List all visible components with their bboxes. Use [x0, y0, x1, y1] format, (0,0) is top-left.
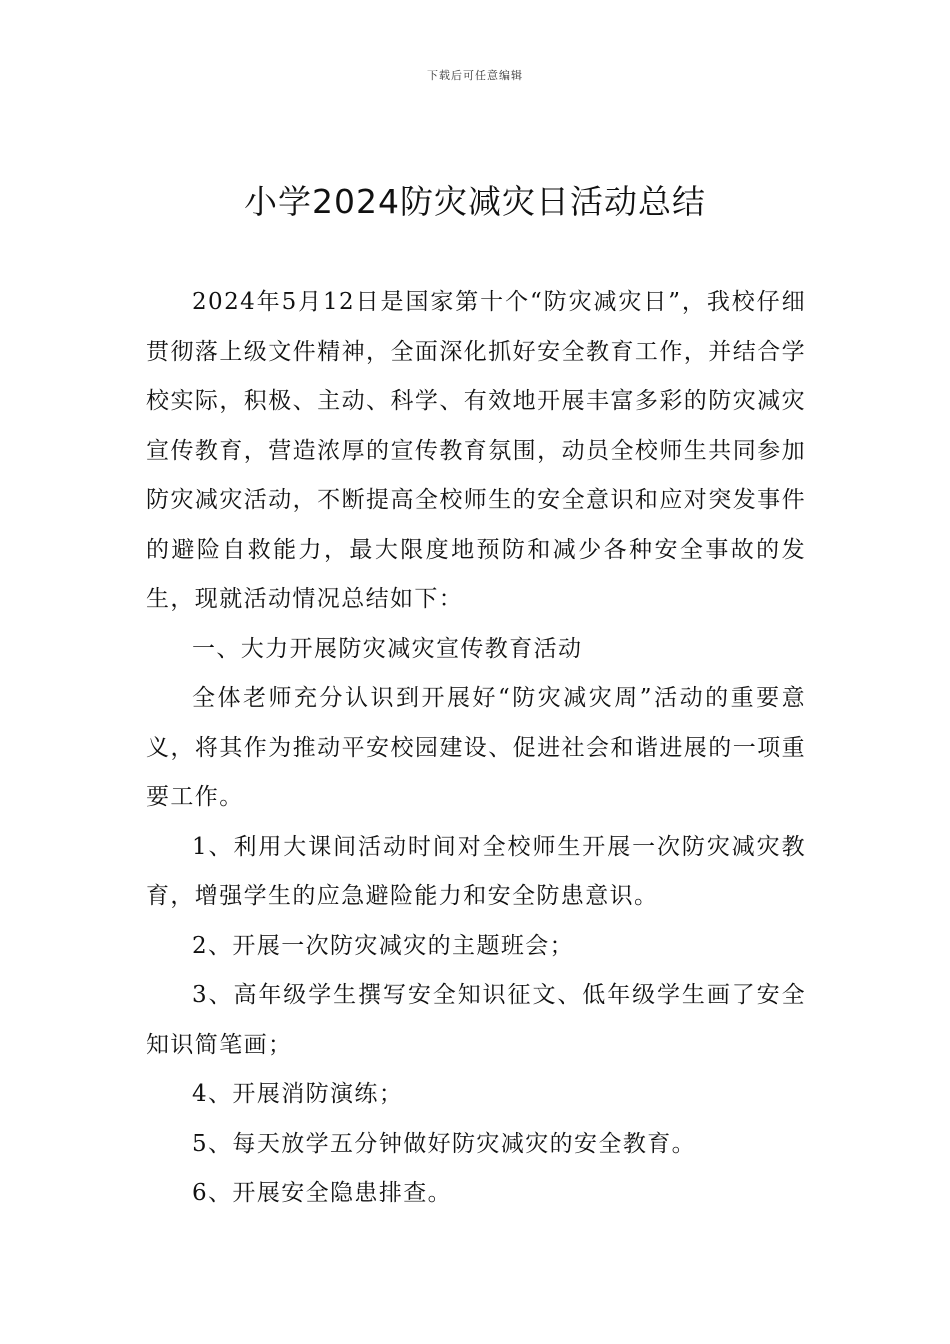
list-item-5: 5、每天放学五分钟做好防灾减灾的安全教育。: [192, 1130, 697, 1157]
list-item-2: 2、开展一次防灾减灾的主题班会；: [192, 932, 575, 959]
header-note: 下载后可任意编辑: [427, 69, 523, 82]
section-heading: 一、大力开展防灾减灾宣传教育活动: [192, 635, 583, 662]
list-item-4: 4、开展消防演练；: [192, 1081, 404, 1107]
paragraph-significance: 全体老师充分认识到开展好“防灾减灾周”活动的重要意义，将其作为推动平安校园建设、促进社会和谐进展的一项重要工作。: [146, 685, 806, 810]
document-title: 小学2024防灾减灾日活动总结: [244, 182, 706, 221]
list-item-6: 6、开展安全隐患排查。: [192, 1180, 453, 1206]
list-item-3: 3、高年级学生撰写安全知识征文、低年级学生画了安全知识简笔画；: [146, 982, 806, 1058]
list-item-1: 1、利用大课间活动时间对全校师生开展一次防灾减灾教育，增强学生的应急避险能力和安全防患意识。: [146, 833, 806, 909]
document-body: [146, 278, 806, 1219]
paragraph-intro: 2024年5月12日是国家第十个“防灾减灾日”，我校仔细贯彻落上级文件精神，全面深化抓好安全教育工作，并结合学校实际，积极、主动、科学、有效地开展丰富多彩的防灾减灾宣传教育，营造浓厚的宣传教育氛围，动员全校师生共同参加防灾减灾活动，不断提高全校师生的安全意识和应对突发事件的避险自救能力，最大限度地预防和减少各种安全事故的发生，现就活动情况总结如下：: [146, 289, 806, 612]
